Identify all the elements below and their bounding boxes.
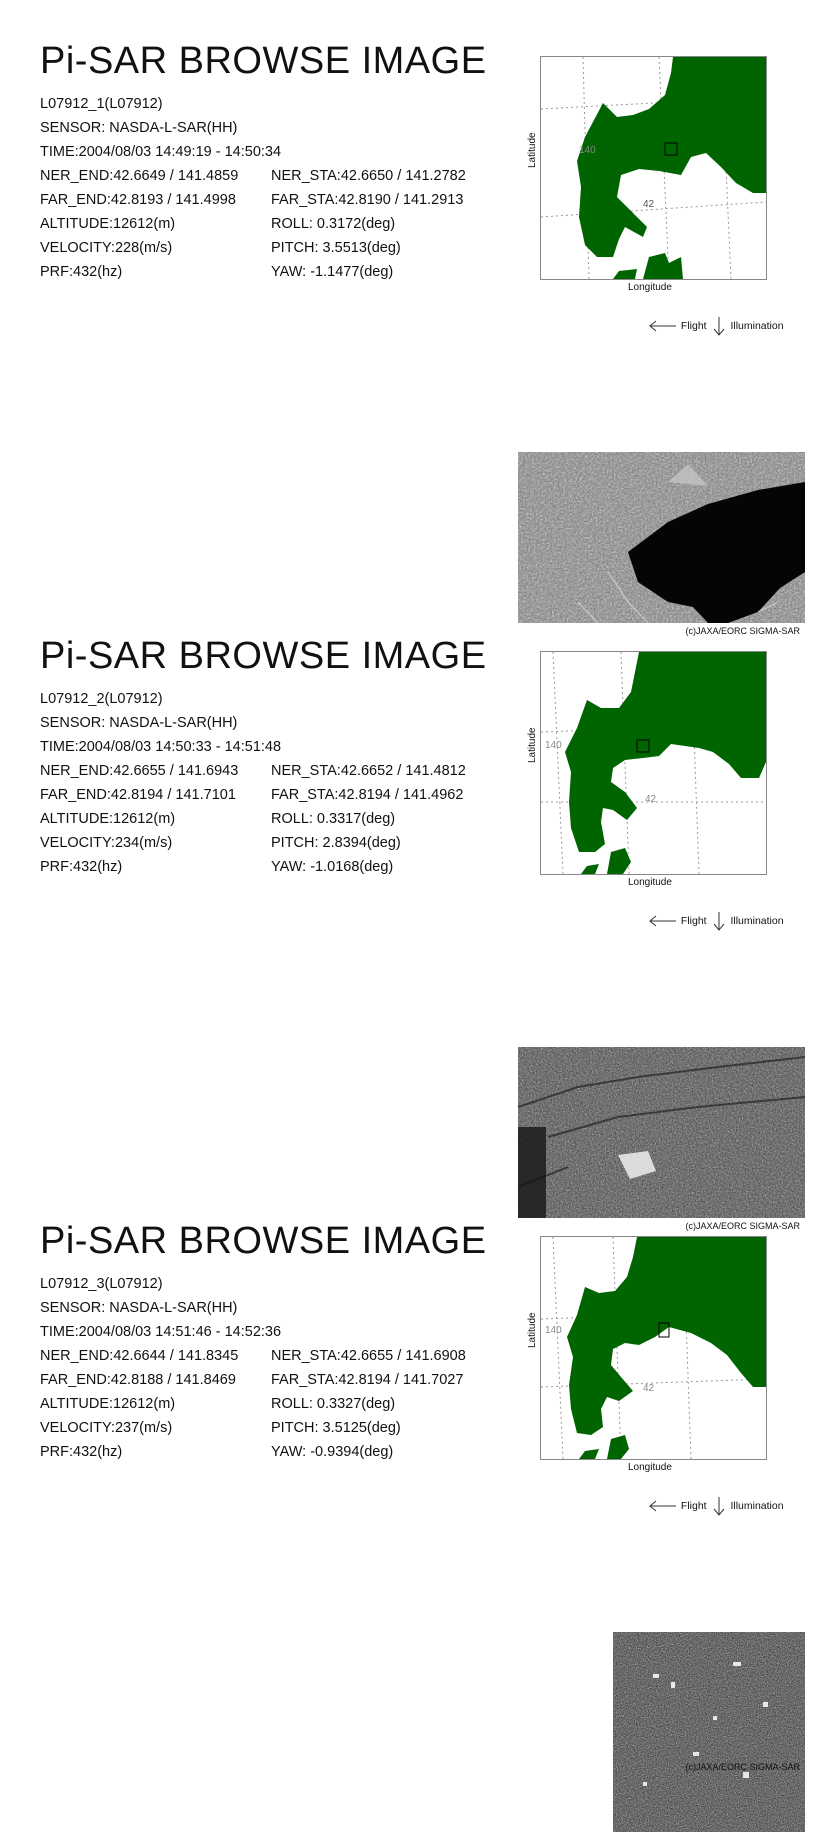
flight-label: Flight (680, 320, 707, 332)
ner-end-text: NER_END:42.6655 / 141.6943 (40, 763, 239, 779)
illumination-arrow-icon (710, 316, 728, 336)
altitude-text: ALTITUDE:12612(m) (40, 811, 176, 827)
illumination-arrow-icon (710, 1496, 728, 1516)
flight-label: Flight (680, 1500, 707, 1512)
copyright-credit: (c)JAXA/EORC SIGMA-SAR (685, 626, 800, 636)
sar-image-lake (518, 452, 805, 623)
ner-sta-text: NER_STA:42.6652 / 141.4812 (271, 763, 466, 779)
velocity-text: VELOCITY:228(m/s) (40, 240, 173, 256)
copyright-credit: (c)JAXA/EORC SIGMA-SAR (685, 1221, 800, 1231)
far-sta-text: FAR_STA:42.8190 / 141.2913 (271, 192, 464, 208)
scene-id: L07912_3(L07912) (40, 1276, 163, 1292)
copyright-credit: (c)JAXA/EORC SIGMA-SAR (685, 1762, 800, 1772)
map-lat-tick: 42 (643, 199, 655, 210)
ner-sta-text: NER_STA:42.6655 / 141.6908 (271, 1348, 466, 1364)
flight-arrow-icon (648, 319, 678, 333)
time-text: TIME:2004/08/03 14:49:19 - 14:50:34 (40, 144, 282, 160)
far-end-text: FAR_END:42.8188 / 141.8469 (40, 1372, 236, 1388)
far-end-text: FAR_END:42.8194 / 141.7101 (40, 787, 236, 803)
altitude-text: ALTITUDE:12612(m) (40, 216, 176, 232)
map-lon-tick: 140 (579, 145, 596, 156)
time-text: TIME:2004/08/03 14:50:33 - 14:51:48 (40, 739, 282, 755)
latitude-label: Latitude (527, 1312, 538, 1348)
map-lat-tick: 42 (645, 794, 657, 805)
prf-text: PRF:432(hz) (40, 859, 123, 875)
velocity-text: VELOCITY:237(m/s) (40, 1420, 173, 1436)
location-map (540, 1236, 767, 1460)
sar-image-terrain (518, 1047, 805, 1218)
flight-label: Flight (680, 915, 707, 927)
yaw-text: YAW: -0.9394(deg) (271, 1444, 394, 1460)
flight-arrow-icon (648, 1499, 678, 1513)
sensor-text: SENSOR: NASDA-L-SAR(HH) (40, 1300, 238, 1316)
altitude-text: ALTITUDE:12612(m) (40, 1396, 176, 1412)
scene-id: L07912_2(L07912) (40, 691, 163, 707)
location-map (540, 651, 767, 875)
direction-legend (648, 1496, 784, 1516)
page-title: Pi-SAR BROWSE IMAGE (40, 1220, 487, 1262)
illumination-label: Illumination (730, 915, 784, 927)
velocity-text: VELOCITY:234(m/s) (40, 835, 173, 851)
land-mass (565, 652, 766, 874)
illumination-label: Illumination (730, 320, 784, 332)
page-title: Pi-SAR BROWSE IMAGE (40, 635, 487, 677)
pitch-text: PITCH: 3.5513(deg) (271, 240, 401, 256)
sensor-text: SENSOR: NASDA-L-SAR(HH) (40, 715, 238, 731)
scene-id: L07912_1(L07912) (40, 96, 163, 112)
ner-sta-text: NER_STA:42.6650 / 141.2782 (271, 168, 466, 184)
direction-legend (648, 911, 784, 931)
roll-text: ROLL: 0.3172(deg) (271, 216, 396, 232)
location-map (540, 56, 767, 280)
time-text: TIME:2004/08/03 14:51:46 - 14:52:36 (40, 1324, 282, 1340)
longitude-label: Longitude (628, 282, 672, 293)
sensor-text: SENSOR: NASDA-L-SAR(HH) (40, 120, 238, 136)
illumination-arrow-icon (710, 911, 728, 931)
direction-legend (648, 316, 784, 336)
illumination-label: Illumination (730, 1500, 784, 1512)
far-sta-text: FAR_STA:42.8194 / 141.4962 (271, 787, 464, 803)
prf-text: PRF:432(hz) (40, 1444, 123, 1460)
yaw-text: YAW: -1.0168(deg) (271, 859, 394, 875)
pitch-text: PITCH: 3.5125(deg) (271, 1420, 401, 1436)
longitude-label: Longitude (628, 1462, 672, 1473)
land-mass (567, 1237, 766, 1459)
roll-text: ROLL: 0.3317(deg) (271, 811, 396, 827)
yaw-text: YAW: -1.1477(deg) (271, 264, 394, 280)
map-lat-tick: 42 (643, 1383, 655, 1394)
roll-text: ROLL: 0.3327(deg) (271, 1396, 396, 1412)
far-sta-text: FAR_STA:42.8194 / 141.7027 (271, 1372, 464, 1388)
page-title: Pi-SAR BROWSE IMAGE (40, 40, 487, 82)
latitude-label: Latitude (527, 132, 538, 168)
ner-end-text: NER_END:42.6649 / 141.4859 (40, 168, 239, 184)
far-end-text: FAR_END:42.8193 / 141.4998 (40, 192, 236, 208)
latitude-label: Latitude (527, 727, 538, 763)
map-lon-tick: 140 (545, 1325, 562, 1336)
longitude-label: Longitude (628, 877, 672, 888)
land-mass (577, 57, 766, 279)
prf-text: PRF:432(hz) (40, 264, 123, 280)
map-lon-tick: 140 (545, 740, 562, 751)
flight-arrow-icon (648, 914, 678, 928)
ner-end-text: NER_END:42.6644 / 141.8345 (40, 1348, 239, 1364)
pitch-text: PITCH: 2.8394(deg) (271, 835, 401, 851)
sar-image-urban (613, 1632, 805, 1832)
